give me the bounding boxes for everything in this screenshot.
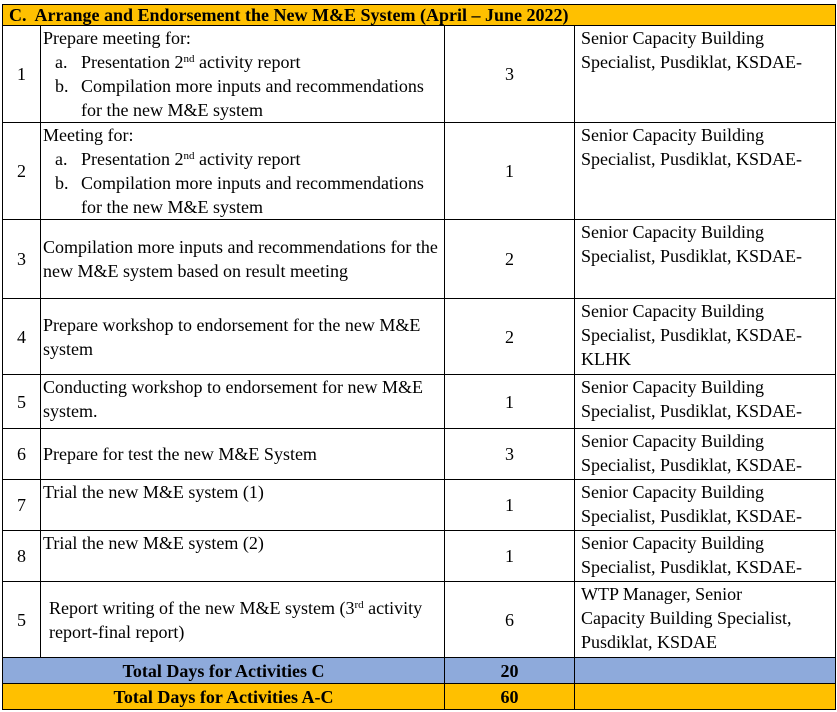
pic-cell: Senior Capacity Building Specialist, Pusdiklat, KSDAE- [575, 123, 836, 220]
activity-cell: Trial the new M&E system (1) [41, 480, 445, 531]
table-row [3, 220, 836, 299]
days-cell: 6 [445, 582, 575, 658]
days-cell: 3 [445, 26, 575, 123]
sub-item-marker: b. [55, 76, 69, 96]
pic-cell: WTP Manager, Senior Capacity Building Specialist, Pusdiklat, KSDAE [575, 582, 836, 658]
total-row-c [3, 658, 836, 684]
pic-cell: Senior Capacity Building Specialist, Pusdiklat, KSDAE- KLHK [575, 299, 836, 375]
table-row [3, 429, 836, 480]
total-row-ac [3, 684, 836, 710]
activity-cell: Compilation more inputs and recommendations for the new M&E system based on result meeting [41, 220, 445, 299]
sub-item: a. Presentation 2nd activity report [55, 52, 301, 72]
table-row [3, 299, 836, 375]
row-number: 7 [3, 480, 41, 531]
total-ac-value: 60 [445, 684, 575, 710]
days-cell: 2 [445, 299, 575, 375]
pic-cell: Senior Capacity Building Specialist, Pusdiklat, KSDAE- [575, 531, 836, 582]
days-cell: 1 [445, 480, 575, 531]
section-label: C. [9, 5, 27, 25]
days-cell: 1 [445, 123, 575, 220]
days-cell: 2 [445, 220, 575, 299]
table-row [3, 582, 836, 658]
section-header-row [3, 5, 836, 26]
row-number: 5 [3, 375, 41, 429]
activity-intro: Prepare meeting for: [43, 28, 191, 48]
days-cell: 1 [445, 531, 575, 582]
days-cell: 3 [445, 429, 575, 480]
section-title: Arrange and Endorsement the New M&E System (April – June 2022) [34, 5, 569, 25]
pic-cell: Senior Capacity Building Specialist, Pusdiklat, KSDAE- [575, 429, 836, 480]
sub-item: a. Presentation 2nd activity report [55, 149, 301, 169]
sub-item-marker: a. [55, 52, 68, 72]
activity-cell [41, 123, 445, 220]
total-ac-label: Total Days for Activities A-C [3, 684, 445, 710]
row-number: 4 [3, 299, 41, 375]
activity-cell [41, 26, 445, 123]
row-number: 6 [3, 429, 41, 480]
pic-cell: Senior Capacity Building Specialist, Pusdiklat, KSDAE- [575, 480, 836, 531]
activity-intro: Meeting for: [43, 125, 134, 145]
sub-item-list [43, 50, 444, 122]
total-ac-empty [575, 684, 836, 710]
pic-cell: Senior Capacity Building Specialist, Pusdiklat, KSDAE- [575, 220, 836, 299]
activity-cell: Report writing of the new M&E system (3rd activity report-final report) [41, 582, 445, 658]
row-number: 8 [3, 531, 41, 582]
activity-table [2, 4, 836, 710]
table-row [3, 123, 836, 220]
sub-item: b. Compilation more inputs and recommendations for the new M&E system [55, 76, 424, 120]
row-number: 3 [3, 220, 41, 299]
table-row [3, 480, 836, 531]
sub-item-marker: b. [55, 173, 69, 193]
total-c-empty [575, 658, 836, 684]
sub-item: b. Compilation more inputs and recommendations for the new M&E system [55, 173, 424, 217]
pic-cell: Senior Capacity Building Specialist, Pusdiklat, KSDAE- [575, 26, 836, 123]
days-cell: 1 [445, 375, 575, 429]
pic-cell: Senior Capacity Building Specialist, Pusdiklat, KSDAE- [575, 375, 836, 429]
row-number: 5 [3, 582, 41, 658]
row-number: 1 [3, 26, 41, 123]
total-c-label: Total Days for Activities C [3, 658, 445, 684]
activity-cell: Prepare workshop to endorsement for the new M&E system [41, 299, 445, 375]
table-row [3, 531, 836, 582]
section-header [3, 5, 836, 26]
activity-cell: Trial the new M&E system (2) [41, 531, 445, 582]
total-c-value: 20 [445, 658, 575, 684]
activity-cell: Prepare for test the new M&E System [41, 429, 445, 480]
table-row [3, 375, 836, 429]
sub-item-list [43, 147, 444, 219]
activity-cell: Conducting workshop to endorsement for new M&E system. [41, 375, 445, 429]
sub-item-marker: a. [55, 149, 68, 169]
table-row [3, 26, 836, 123]
row-number: 2 [3, 123, 41, 220]
